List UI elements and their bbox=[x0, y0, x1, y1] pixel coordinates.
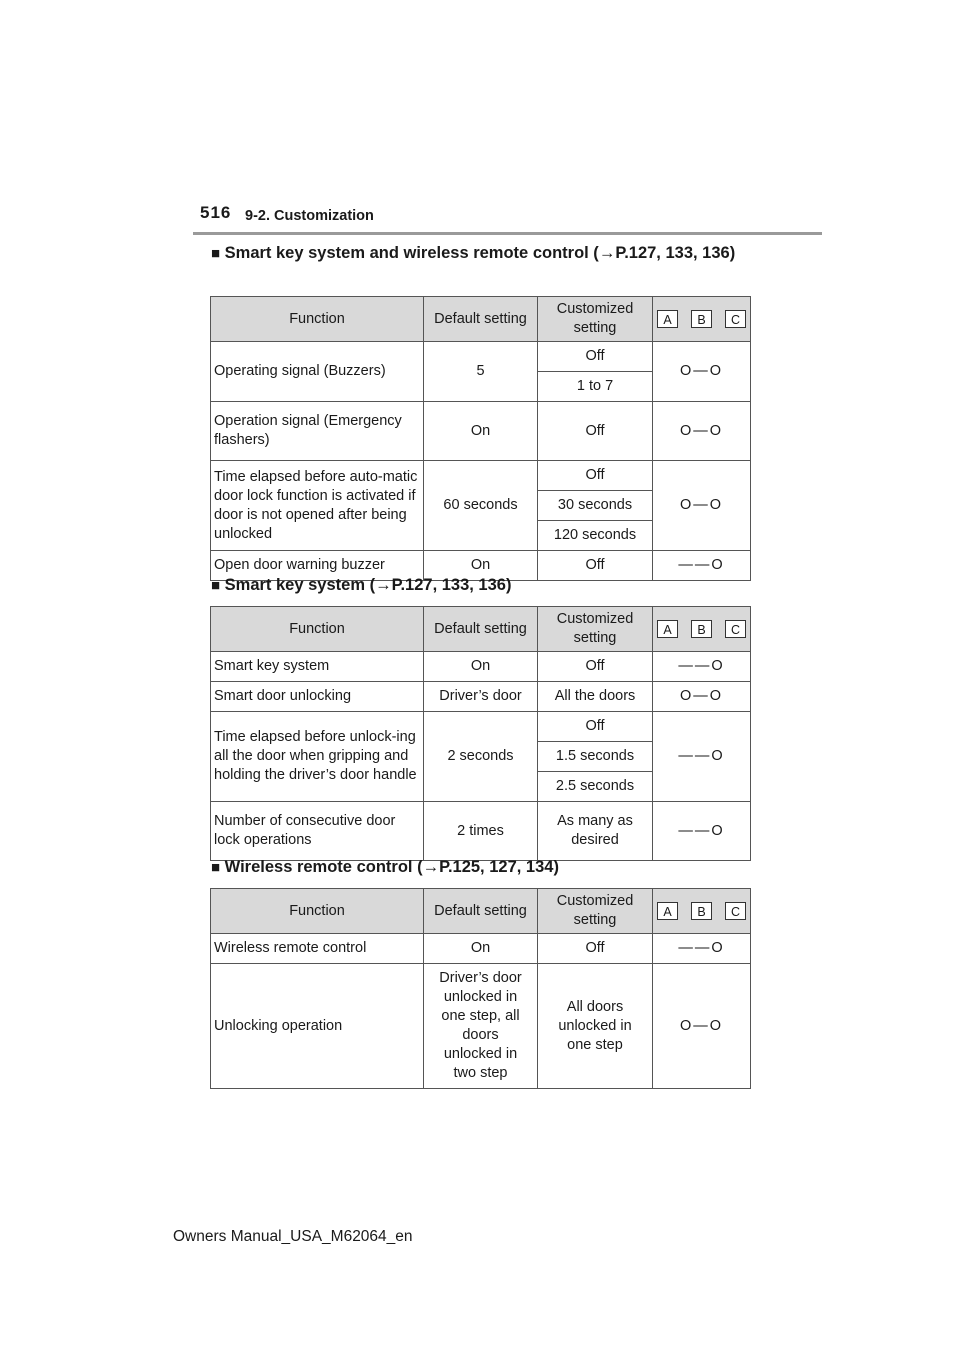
table-row: Smart door unlocking Driver’s door All the doors O—O bbox=[211, 682, 751, 712]
page-reference-link[interactable]: P.127, 133, 136) bbox=[615, 244, 736, 262]
arrow-right-icon: → bbox=[598, 244, 616, 262]
badge-c: C bbox=[725, 310, 746, 328]
table-header-row bbox=[211, 889, 751, 934]
col-header-default: Default setting bbox=[424, 607, 538, 652]
square-bullet-icon: ■ bbox=[211, 859, 221, 876]
col-header-customized: Customized setting bbox=[538, 889, 653, 934]
page-reference-link[interactable]: P.125, 127, 134) bbox=[439, 858, 559, 876]
badge-a: A bbox=[657, 902, 678, 920]
col-header-function: Function bbox=[211, 297, 424, 342]
square-bullet-icon: ■ bbox=[211, 245, 221, 262]
header-rule bbox=[193, 232, 822, 235]
table-row: Unlocking operation Driver’s door unlocked in one step, all doors unlocked in two step All doors unlocked in one step O—O bbox=[211, 964, 751, 1089]
col-header-abc bbox=[653, 297, 751, 342]
col-header-customized: Customized setting bbox=[538, 607, 653, 652]
table-header-row bbox=[211, 607, 751, 652]
table-row: Operating signal (Buzzers) 5 Off O—O bbox=[211, 342, 751, 372]
badge-c: C bbox=[725, 620, 746, 638]
table-row: 120 seconds bbox=[211, 521, 751, 551]
table-row: Smart key system On Off ——O bbox=[211, 652, 751, 682]
table-row: Number of consecutive door lock operations 2 times As many as desired ——O bbox=[211, 802, 751, 861]
table-row: Operation signal (Emergency flashers) On Off O—O bbox=[211, 402, 751, 461]
section-heading-smart-key-wireless: ■ Smart key system and wireless remote control (→P.127, 133, 136) bbox=[211, 244, 736, 262]
settings-table-smart-key-wireless bbox=[210, 296, 751, 581]
table-row: Wireless remote control On Off ——O bbox=[211, 934, 751, 964]
settings-table-wireless-remote bbox=[210, 888, 751, 1089]
section-heading-smart-key: ■ Smart key system (→P.127, 133, 136) bbox=[211, 576, 512, 594]
col-header-customized: Customized setting bbox=[538, 297, 653, 342]
badge-b: B bbox=[691, 902, 712, 920]
table-header-row bbox=[211, 297, 751, 342]
table-row: Time elapsed before unlock-ing all the door when gripping and holding the driver’s door handle 2 seconds Off ——O bbox=[211, 712, 751, 742]
square-bullet-icon: ■ bbox=[211, 577, 221, 594]
badge-c: C bbox=[725, 902, 746, 920]
col-header-default: Default setting bbox=[424, 889, 538, 934]
table-row: 30 seconds bbox=[211, 491, 751, 521]
table-row: 2.5 seconds bbox=[211, 772, 751, 802]
page-header bbox=[200, 203, 822, 233]
footer-manual-id: Owners Manual_USA_M62064_en bbox=[173, 1228, 413, 1245]
page-number: 516 bbox=[200, 203, 232, 222]
badge-a: A bbox=[657, 310, 678, 328]
badge-b: B bbox=[691, 620, 712, 638]
arrow-right-icon: → bbox=[375, 576, 392, 594]
col-header-abc bbox=[653, 607, 751, 652]
col-header-function: Function bbox=[211, 889, 424, 934]
table-row: 1 to 7 bbox=[211, 372, 751, 402]
badge-b: B bbox=[691, 310, 712, 328]
table-row: Open door warning buzzer On Off ——O bbox=[211, 551, 751, 581]
table-row: 1.5 seconds bbox=[211, 742, 751, 772]
section-heading-wireless-remote: ■ Wireless remote control (→P.125, 127, 134) bbox=[211, 858, 559, 876]
table-row: Time elapsed before auto-matic door lock function is activated if door is not opened after being unlocked 60 seconds Off O—O bbox=[211, 461, 751, 491]
badge-a: A bbox=[657, 620, 678, 638]
col-header-default: Default setting bbox=[424, 297, 538, 342]
settings-table-smart-key bbox=[210, 606, 751, 861]
col-header-function: Function bbox=[211, 607, 424, 652]
section-title: 9-2. Customization bbox=[245, 208, 374, 224]
col-header-abc bbox=[653, 889, 751, 934]
arrow-right-icon: → bbox=[422, 858, 440, 876]
page-reference-link[interactable]: P.127, 133, 136) bbox=[391, 576, 512, 594]
